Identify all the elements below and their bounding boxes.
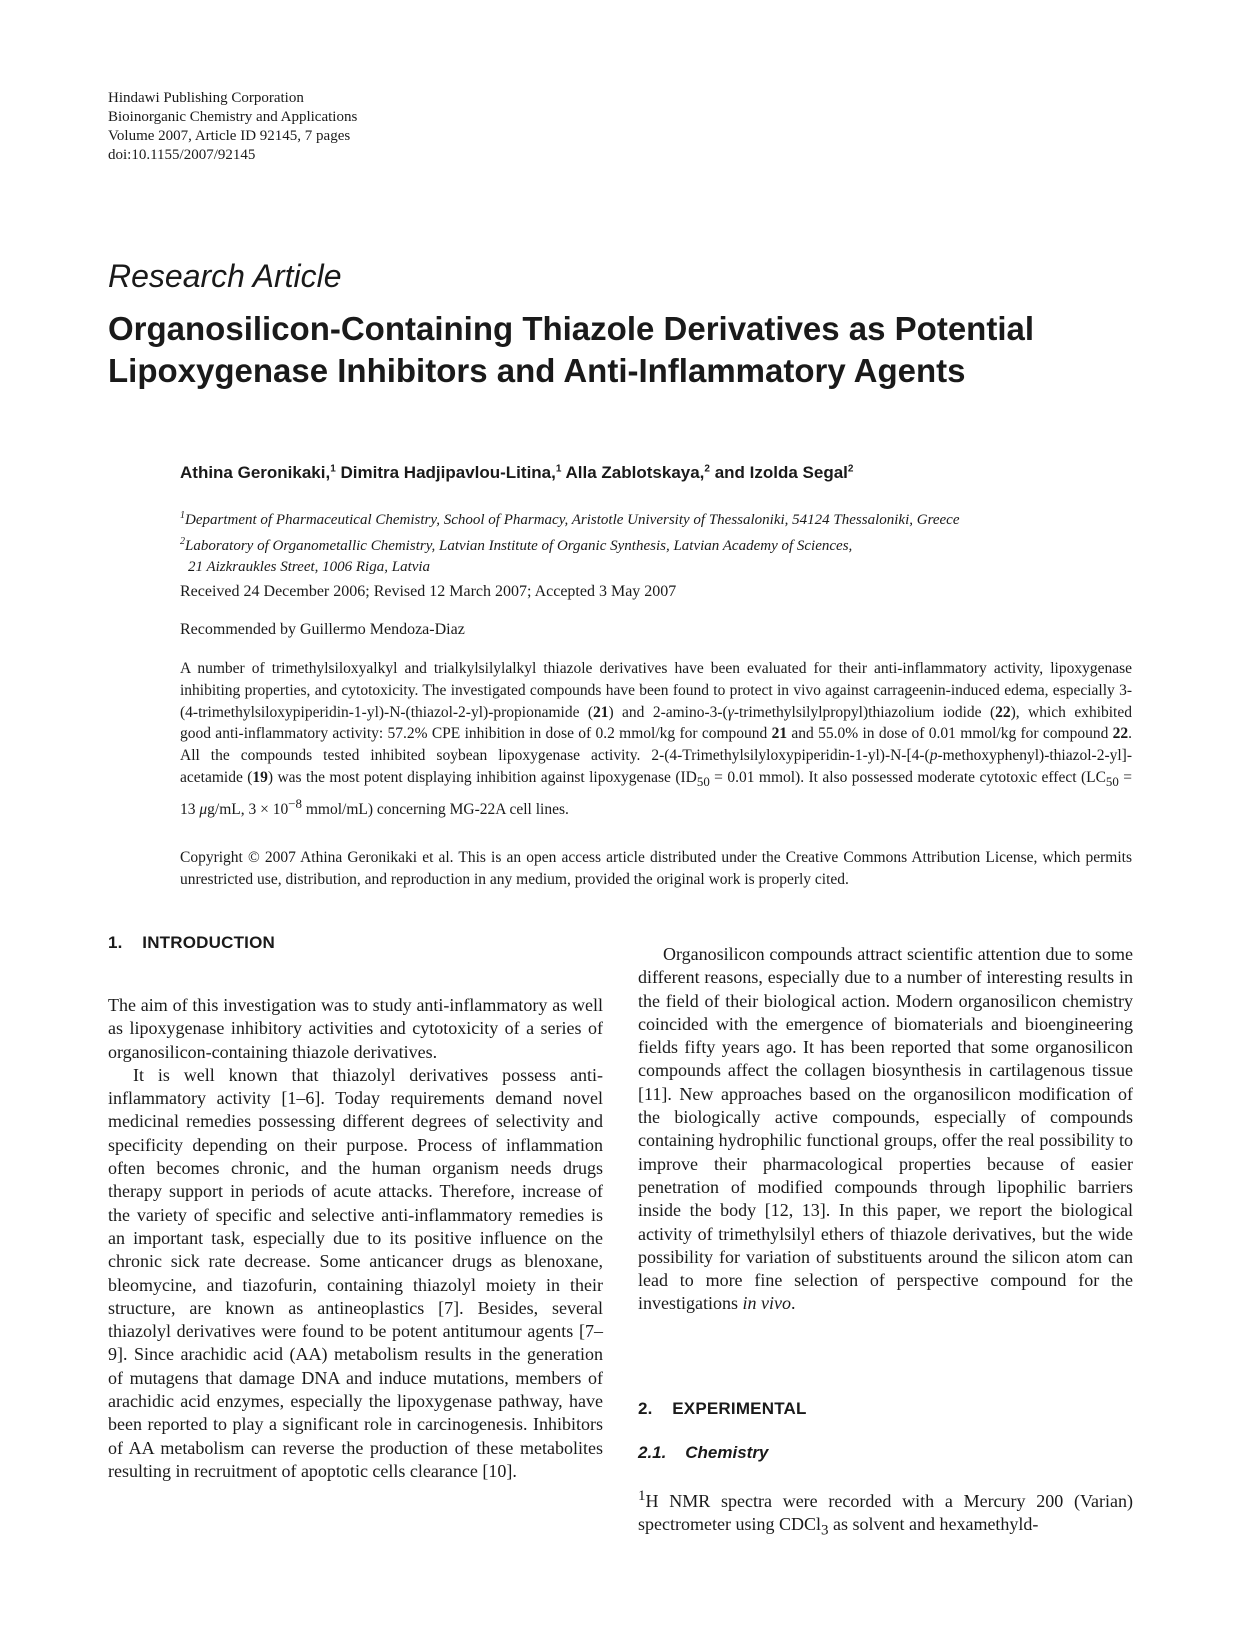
author-name: Athina Geronikaki,	[180, 463, 331, 482]
article-type: Research Article	[108, 258, 342, 294]
affiliation-text: Department of Pharmaceutical Chemistry, School of Pharmacy, Aristotle University of Thessaloniki, 54124 Thessaloniki, Greece	[185, 512, 960, 528]
paragraph: It is well known that thiazolyl derivatives possess anti-inflammatory activity [1–6]. Today requirements demand novel medicinal remedies possessing different degrees of selectivity and specificity depending on their purpose. Process of inflammation often becomes chronic, and the human organism needs drugs therapy support in periods of acute attacks. Therefore, increase of the variety of specific and selective anti-inflammatory remedies is an important task, especially due to its positive influence on the chronic sick rate decrease. Some anticancer drugs as blenoxane, bleomycine, and tiazofurin, containing thiazolyl moiety in their structure, are known as antineoplastics [7]. Besides, several thiazolyl derivatives were found to be potent antitumour agents [7–9]. Since arachidic acid (AA) metabolism results in the generation of mutagens that damage DNA and induce mutations, members of arachidic acid enzymes, especially the lipoxygenase pathway, have been reported to play a significant role in carcinogenesis. Inhibitors of AA metabolism can reverse the production of these metabolites resulting in recruitment of apoptotic cells clearance [10].	[108, 1064, 603, 1481]
author-affil-mark: 1	[555, 463, 562, 475]
abstract: A number of trimethylsiloxyalkyl and trialkylsilylalkyl thiazole derivatives have been evaluated for their anti-inflammatory activity, lipoxygenase inhibiting properties, and cytotoxicity. The investigated compounds have been found to protect in vivo against carrageenin-induced edema, especially 3-(4-trimethylsiloxypiperidin-1-yl)-N-(thiazol-2-yl)-propionamide (21) and 2-amino-3-(γ-trimethylsilylpropyl)thiazolium iodide (22), which exhibited good anti-inflammatory activity: 57.2% CPE inhibition in dose of 0.2 mmol/kg for compound 21 and 55.0% in dose of 0.01 mmol/kg for compound 22. All the compounds tested inhibited soybean lipoxygenase activity. 2-(4-Trimethylsilyloxypiperidin-1-yl)-N-[4-(p-methoxyphenyl)-thiazol-2-yl]-acetamide (19) was the most potent displaying inhibition against lipoxygenase ($ID_{50} = 0.01$ mmol). It also possessed moderate cytotoxic effect ($LC_{50} = 13$ μg/mL, $3 \times 10^{-8}$ mmol/mL) concerning MG-22A cell lines.	[180, 660, 1133, 819]
author-affil-mark: 2	[847, 463, 854, 475]
section-heading-introduction: 1. INTRODUCTION	[108, 933, 275, 952]
author-affil-mark: 2	[704, 463, 710, 475]
paragraph: $^1$H NMR spectra were recorded with a Mercury 200 (Varian) spectrometer using CDCl$_3$ as solvent and hexamethyld-	[638, 1488, 1133, 1539]
author-affil-mark: 1	[330, 463, 336, 475]
affiliation-1	[180, 505, 1140, 531]
journal-name: Bioinorganic Chemistry and Applications	[108, 109, 358, 125]
copyright-notice: Copyright © 2007 Athina Geronikaki et al. This is an open access article distributed under the Creative Commons Attribution License, which permits unrestricted use, distribution, and reproduction in any medium, provided the original work is properly cited.	[180, 849, 1132, 888]
paragraph: Organosilicon compounds attract scientific attention due to some different reasons, especially due to a number of interesting results in the field of their biological action. Modern organosilicon chemistry coincided with the emergence of biomaterials and bioengineering fields fifty years ago. It has been reported that some organosilicon compounds affect the collagen biosynthesis in cartilagenous tissue [11]. New approaches based on the organosilicon modification of the biologically active compounds, especially of compounds containing hydrophilic functional groups, offer the real possibility to improve their pharmacological properties because of easier penetration of modified compounds through lipophilic barriers inside the body [12, 13]. In this paper, we report the biological activity of trimethylsilyl ethers of thiazole derivatives, but the wide possibility for variation of substituents around the silicon atom can lead to more fine selection of perspective compound for the investigations in vivo.	[638, 944, 1133, 1314]
body-column-right	[638, 943, 1133, 1316]
affiliation-mark: 2	[180, 536, 185, 547]
doi: doi:10.1155/2007/92145	[108, 147, 256, 163]
affiliations	[180, 505, 1140, 578]
affiliation-2	[180, 531, 1140, 557]
publisher-name: Hindawi Publishing Corporation	[108, 90, 304, 106]
author-list	[180, 463, 853, 483]
article-title	[108, 308, 1168, 392]
paragraph: The aim of this investigation was to study anti-inflammatory as well as lipoxygenase inhibitory activities and cytotoxicity of a series of organosilicon-containing thiazole derivatives.	[108, 995, 603, 1062]
affiliation-mark: 1	[180, 510, 185, 521]
title-line-1: Organosilicon-Containing Thiazole Derivatives as Potential	[108, 310, 1035, 347]
volume-info: Volume 2007, Article ID 92145, 7 pages	[108, 128, 351, 144]
subsection-heading-chemistry: 2.1. Chemistry	[638, 1443, 769, 1462]
affiliation-2-cont: 21 Aizkraukles Street, 1006 Riga, Latvia	[188, 559, 431, 575]
body-column-left	[108, 994, 603, 1483]
journal-header	[108, 89, 357, 165]
author-name: and Izolda Segal	[714, 463, 848, 482]
author-name: Alla Zablotskaya,	[565, 463, 705, 482]
affiliation-text: Laboratory of Organometallic Chemistry, Latvian Institute of Organic Synthesis, Latvian Academy of Sciences,	[185, 538, 853, 554]
article-dates: Received 24 December 2006; Revised 12 March 2007; Accepted 3 May 2007	[180, 583, 677, 600]
body-column-right-lower	[638, 1485, 1133, 1543]
section-heading-experimental: 2. EXPERIMENTAL	[638, 1399, 807, 1418]
recommended-by: Recommended by Guillermo Mendoza-Diaz	[180, 621, 465, 638]
author-name: Dimitra Hadjipavlou-Litina,	[340, 463, 556, 482]
title-line-2: Lipoxygenase Inhibitors and Anti-Inflammatory Agents	[108, 352, 966, 389]
